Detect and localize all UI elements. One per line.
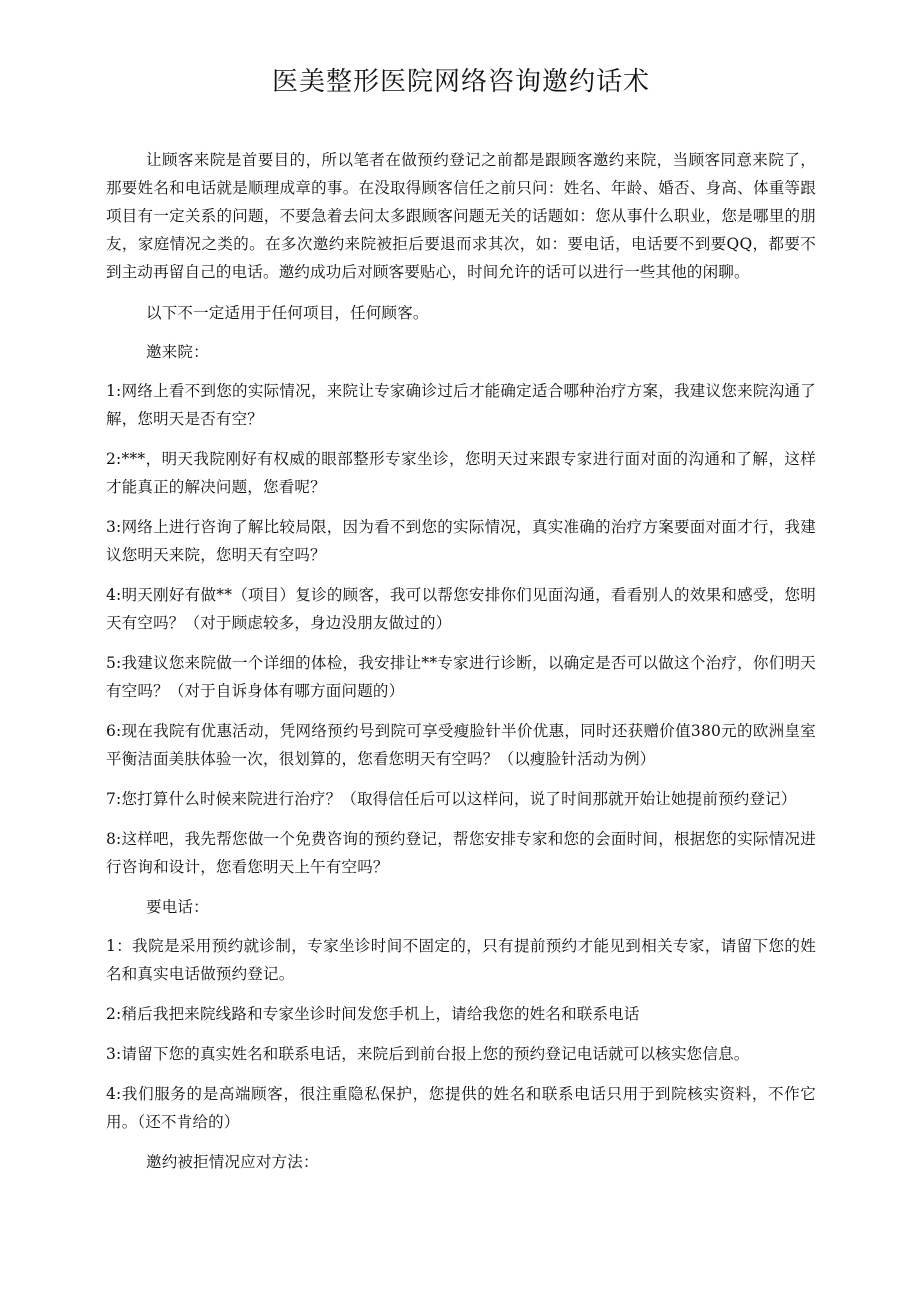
list-item: 4:明天刚好有做**（项目）复诊的顾客，我可以帮您安排你们见面沟通，看看别人的效果和感受，您明天有空吗？（对于顾虑较多，身边没朋友做过的）	[106, 586, 816, 632]
list-item: 1：我院是采用预约就诊制，专家坐诊时间不固定的，只有提前预约才能见到相关专家，请留下您的姓名和真实电话做预约登记。	[106, 937, 816, 983]
page-title: 医美整形医院网络咨询邀约话术	[271, 67, 650, 97]
section-heading-refused: 邀约被拒情况应对方法：	[146, 1153, 319, 1171]
intro-paragraph: 让顾客来院是首要目的，所以笔者在做预约登记之前都是跟顾客邀约来院，当顾客同意来院了，那要姓名和电话就是顺理成章的事。在没取得顾客信任之前只问：姓名、年龄、婚否、身高、体重等跟项目有一定关系的问题，不要急着去问太多跟顾客问题无关的话题如：您从事什么职业，您是哪里的朋友，家庭情况之类的。在多次邀约来院被拒后要退而求其次，如：要电话，电话要不到要QQ，都要不到主动再留自己的电话。邀约成功后对顾客要贴心，时间允许的话可以进行一些其他的闲聊。	[106, 151, 816, 281]
list-item: 4:我们服务的是高端顾客，很注重隐私保护，您提供的姓名和联系电话只用于到院核实资料，不作它用。（还不肯给的）	[106, 1085, 816, 1131]
list-item: 3:请留下您的真实姓名和联系电话，来院后到前台报上您的预约登记电话就可以核实您信息。	[106, 1045, 750, 1063]
section-heading-phone: 要电话：	[146, 898, 209, 916]
list-item: 8:这样吧，我先帮您做一个免费咨询的预约登记，帮您安排专家和您的会面时间，根据您的实际情况进行咨询和设计，您看您明天上午有空吗？	[106, 830, 816, 876]
list-item: 2:稍后我把来院线路和专家坐诊时间发您手机上，请给我您的姓名和联系电话	[106, 1005, 640, 1023]
list-item: 7:您打算什么时候来院进行治疗？（取得信任后可以这样问，说了时间那就开始让她提前预约登记）	[106, 790, 797, 808]
list-item: 1:网络上看不到您的实际情况，来院让专家确诊过后才能确定适合哪种治疗方案，我建议您来院沟通了解，您明天是否有空？	[106, 382, 816, 428]
list-item: 6:现在我院有优惠活动，凭网络预约号到院可享受瘦脸针半价优惠，同时还获赠价值380元的欧洲皇室平衡洁面美肤体验一次，很划算的，您看您明天有空吗？（以瘦脸针活动为例）	[106, 722, 816, 768]
note-paragraph: 以下不一定适用于任何项目，任何顾客。	[146, 304, 429, 322]
list-item: 3:网络上进行咨询了解比较局限，因为看不到您的实际情况，真实准确的治疗方案要面对面才行，我建议您明天来院，您明天有空吗？	[106, 518, 816, 564]
list-item: 5:我建议您来院做一个详细的体检，我安排让**专家进行诊断，以确定是否可以做这个治疗，你们明天有空吗？（对于自诉身体有哪方面问题的）	[106, 654, 816, 700]
section-heading-visit: 邀来院：	[146, 343, 209, 361]
list-item: 2:***，明天我院刚好有权威的眼部整形专家坐诊，您明天过来跟专家进行面对面的沟通和了解，这样才能真正的解决问题，您看呢？	[106, 450, 816, 496]
